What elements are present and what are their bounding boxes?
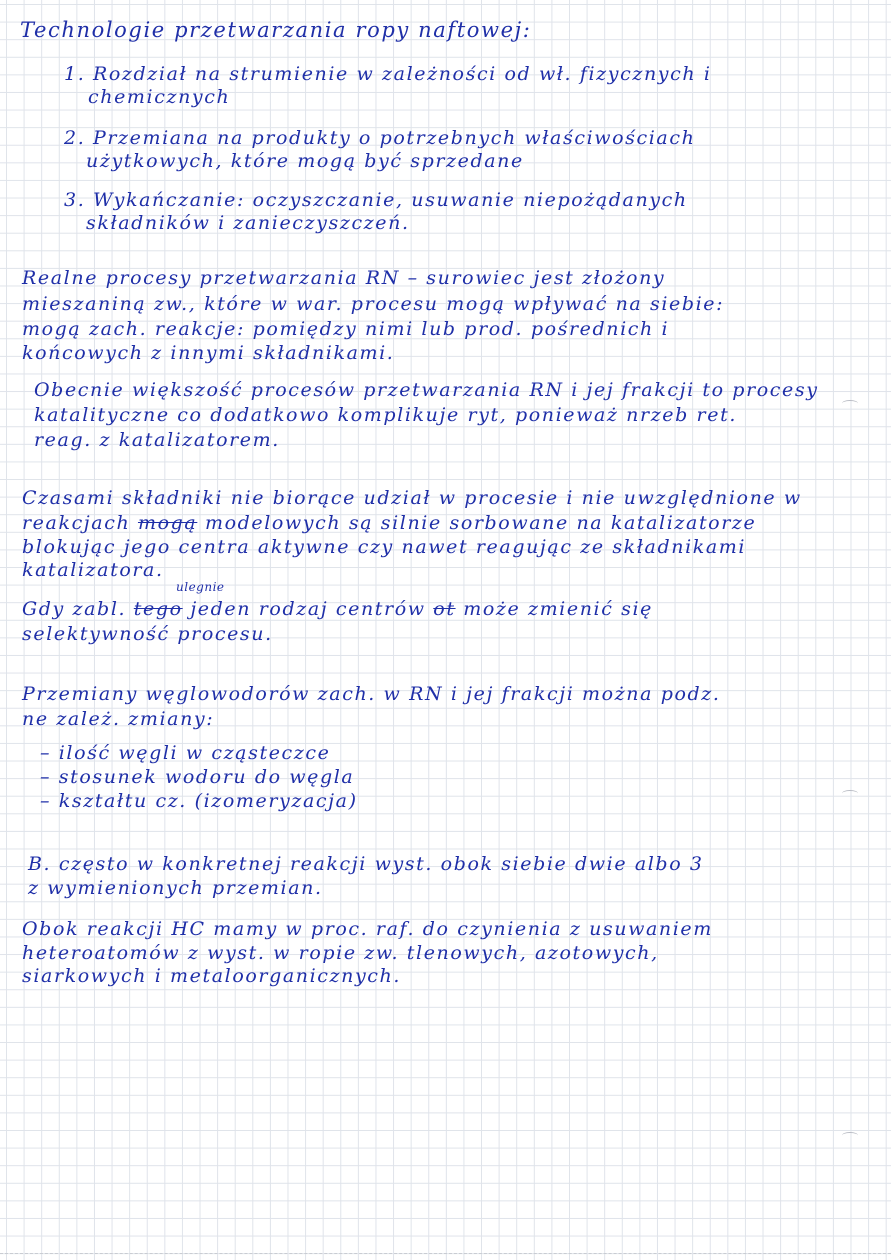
paragraph-7-line-1: Obok reakcji HC mamy w proc. raf. do czynienia z usuwaniem — [22, 918, 713, 940]
crossed-out-word: mogą — [137, 512, 198, 534]
paragraph-1-line-1: Realne procesy przetwarzania RN – surowiec jest złożony — [22, 267, 666, 289]
paragraph-4-line-2: selektywność procesu. — [22, 623, 273, 645]
insertion-note: ulegnie — [176, 580, 225, 594]
paragraph-4-line-1 — [22, 597, 653, 621]
paragraph-6-line-2: z wymienionych przemian. — [28, 877, 323, 899]
list-entry-3: – kształtu cz. (izomeryzacja) — [40, 790, 358, 812]
paragraph-7-line-2: heteroatomów z wyst. w ropie zw. tlenowych, azotowych, — [22, 942, 659, 964]
list-item-2-line-1: 2. Przemiana na produkty o potrzebnych właściwościach — [64, 127, 696, 149]
paragraph-2-line-3: reag. z katalizatorem. — [34, 429, 280, 451]
paragraph-3-line-4: katalizatora. — [22, 559, 164, 581]
paragraph-5-line-2: ne zależ. zmiany: — [22, 708, 215, 730]
paragraph-4-middle: jeden rodzaj centrów — [190, 598, 426, 620]
paragraph-6-line-1: B. często w konkretnej reakcji wyst. obok siebie dwie albo 3 — [28, 853, 704, 875]
paragraph-7-line-3: siarkowych i metaloorganicznych. — [22, 965, 402, 987]
punch-hole-mark — [842, 790, 858, 797]
punch-hole-mark — [842, 1132, 858, 1139]
paragraph-3-text: modelowych są silnie sorbowane na katalizatorze — [204, 512, 757, 534]
paragraph-1-line-2: mieszaniną zw., które w war. procesu mogą wpływać na siebie: — [22, 293, 725, 315]
paragraph-2-line-2: katalityczne co dodatkowo komplikuje ryt, ponieważ nrzeb ret. — [34, 404, 737, 426]
paragraph-1-line-3: mogą zach. reakcje: pomiędzy nimi lub prod. pośrednich i — [22, 318, 670, 340]
note-title: Technologie przetwarzania ropy naftowej: — [20, 18, 532, 42]
paragraph-4-end: może zmienić się — [463, 598, 653, 620]
list-item-2-line-2: użytkowych, które mogą być sprzedane — [86, 150, 524, 172]
paragraph-3-line-2 — [22, 511, 756, 535]
paragraph-3-word: reakcjach — [22, 512, 131, 534]
punch-hole-mark — [842, 400, 858, 407]
list-entry-2: – stosunek wodoru do węgla — [40, 766, 355, 788]
list-item-3-line-1: 3. Wykańczanie: oczyszczanie, usuwanie niepożądanych — [64, 189, 688, 211]
paragraph-3-line-1: Czasami składniki nie biorące udział w procesie i nie uwzględnione w — [22, 487, 802, 509]
crossed-out-word: tego — [133, 598, 183, 620]
paragraph-5-line-1: Przemiany węglowodorów zach. w RN i jej frakcji można podz. — [22, 683, 721, 705]
paragraph-2-line-1: Obecnie większość procesów przetwarzania RN i jej frakcji to procesy — [34, 379, 819, 401]
list-item-1-line-2: chemicznych — [88, 86, 231, 108]
page-edge — [0, 1253, 891, 1254]
paragraph-4-start: Gdy zabl. — [22, 598, 127, 620]
paragraph-1-line-4: końcowych z innymi składnikami. — [22, 342, 395, 364]
list-entry-1: – ilość węgli w cząsteczce — [40, 742, 331, 764]
crossed-out-word: ot — [433, 598, 456, 620]
list-item-1-line-1: 1. Rozdział na strumienie w zależności od wł. fizycznych i — [64, 63, 712, 85]
paragraph-3-line-3: blokując jego centra aktywne czy nawet reagując ze składnikami — [22, 536, 747, 558]
list-item-3-line-2: składników i zanieczyszczeń. — [86, 212, 410, 234]
